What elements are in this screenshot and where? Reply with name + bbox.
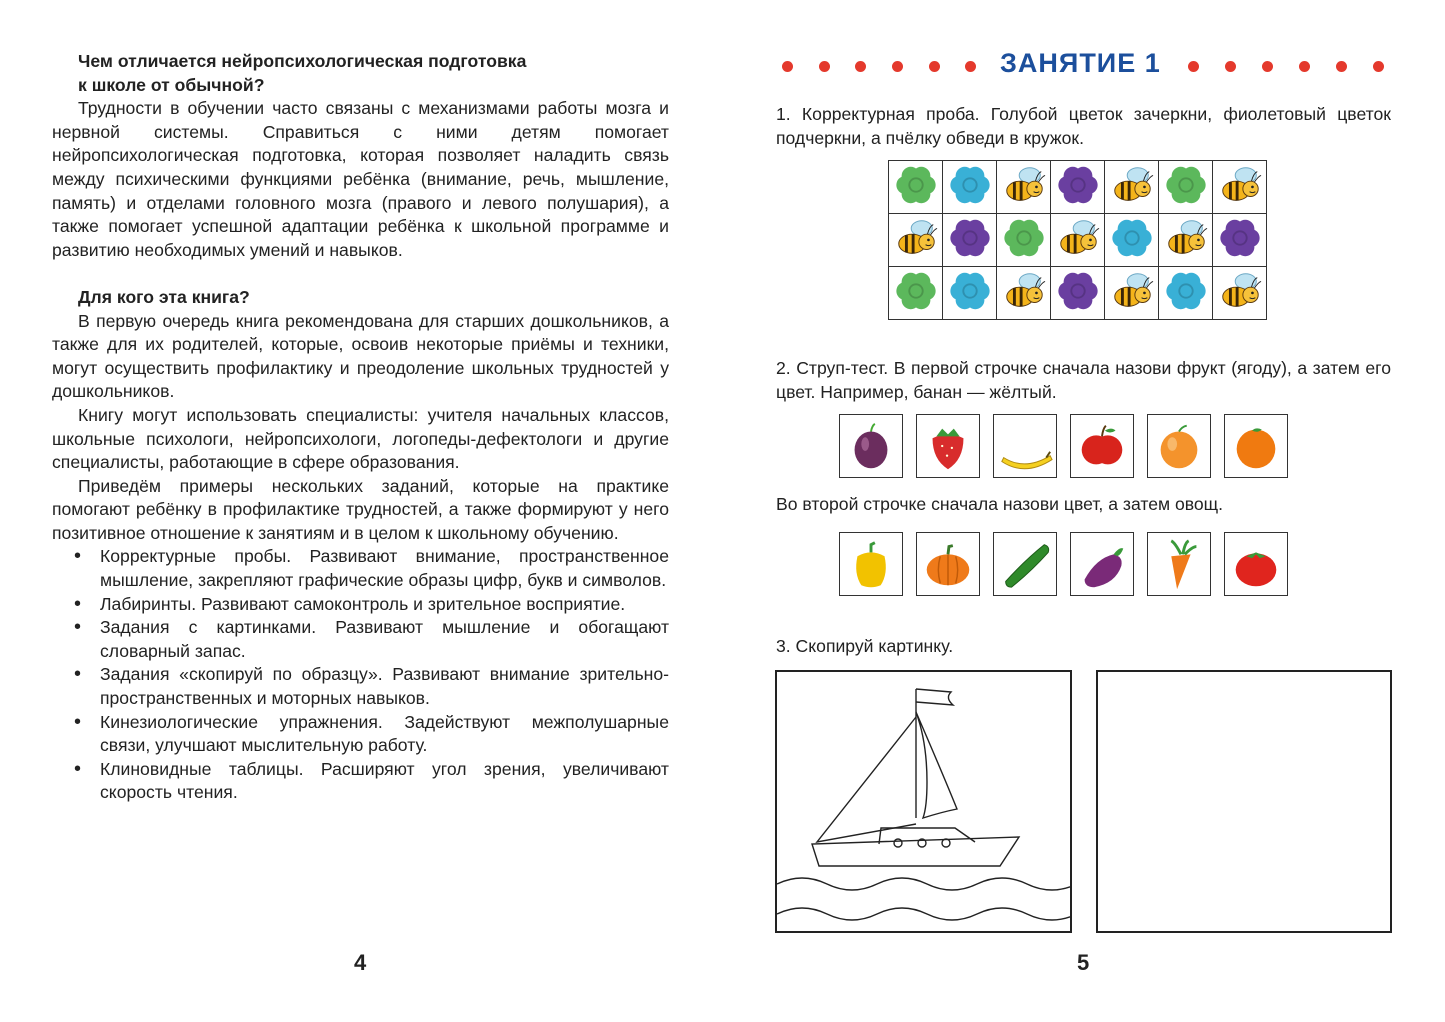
apricot-icon (1147, 414, 1211, 478)
banana-icon (993, 414, 1057, 478)
carrot-icon (1147, 532, 1211, 596)
task1-text: 1. Корректурная проба. Голубой цветок зачеркни, фиолетовый цветок подчеркни, а пчёлку обведи в кружок. (776, 104, 1391, 148)
right-page (722, 0, 1445, 1022)
task2-text2: Во второй строчке сначала назови цвет, а затем овощ. (776, 494, 1224, 514)
section1-paragraph: Трудности в обучении часто связаны с механизмами работы мозга и нервной системы. Справиться с ними детям помогает нейропсихологическая подготовка, которая позволяет наладить связь между психическими функциями ребёнка (внимание, речь, мышление, память) и отделами головного мозга (правого и левого полушария), а также помогает успешной адаптации ребёнка к школьной программе и развитию необходимых умений и навыков. (52, 98, 669, 260)
flower-purple-icon[interactable] (943, 214, 997, 267)
section2-paragraph-3: Приведём примеры нескольких заданий, которые на практике помогают ребёнку в профилактике трудностей, а также формируют у него позитивное отношение к занятиям и в целом к школьному обучению. (52, 475, 669, 543)
flower-green-icon[interactable] (997, 214, 1051, 267)
bee-icon[interactable] (997, 161, 1051, 214)
page-number-left: 4 (354, 950, 367, 975)
decor-dot (1336, 61, 1347, 72)
grid-row (889, 161, 1267, 214)
decor-dot (819, 61, 830, 72)
grid-row (889, 214, 1267, 267)
decor-dot (1373, 61, 1384, 72)
list-item: • Лабиринты. Развивают самоконтроль и зрительное восприятие. (52, 593, 669, 617)
bee-icon[interactable] (1159, 214, 1213, 267)
list-item: • Задания с картинками. Развивают мышление и обогащают словарный запас. (52, 616, 669, 663)
lesson-title: ЗАНЯТИЕ 1 (1000, 48, 1161, 78)
pumpkin-icon (916, 532, 980, 596)
list-item: • Задания «скопируй по образцу». Развивают внимание зрительно-пространственных и моторных навыков. (52, 663, 669, 710)
benefits-list (52, 545, 669, 805)
orange-icon (1224, 414, 1288, 478)
decor-dot (782, 61, 793, 72)
decor-dot (1262, 61, 1273, 72)
decor-dot (1225, 61, 1236, 72)
lesson-title-row (722, 48, 1445, 84)
left-text-column (52, 50, 669, 805)
cucumber-icon (993, 532, 1057, 596)
flower-purple-icon[interactable] (1213, 214, 1267, 267)
flower-purple-icon[interactable] (1051, 267, 1105, 320)
list-item: • Корректурные пробы. Развивают внимание, пространственное мышление, закрепляют графические образы цифр, букв и символов. (52, 545, 669, 592)
section2-paragraph-2: Книгу могут использовать специалисты: учителя начальных классов, школьные психологи, нейропсихологи, логопеды-дефектологи и другие специалисты, работающие в сфере образования. (52, 404, 669, 473)
bell-pepper-icon (839, 532, 903, 596)
flower-green-icon[interactable] (889, 267, 943, 320)
bee-icon[interactable] (889, 214, 943, 267)
decor-dot (855, 61, 866, 72)
flower-green-icon[interactable] (889, 161, 943, 214)
section1-heading-line1: Чем отличается нейропсихологическая подготовка (78, 51, 527, 71)
decor-dot (892, 61, 903, 72)
flower-blue-icon[interactable] (1159, 267, 1213, 320)
task2-text: 2. Струп-тест. В первой строчке сначала назови фрукт (ягоду), а затем его цвет. Например, банан — жёлтый. (776, 358, 1391, 402)
plum-icon (839, 414, 903, 478)
strawberry-icon (916, 414, 980, 478)
bee-icon[interactable] (1105, 267, 1159, 320)
left-page (0, 0, 722, 1022)
bee-icon[interactable] (1213, 161, 1267, 214)
sample-picture-box (775, 670, 1072, 933)
page-number-right: 5 (1077, 950, 1090, 975)
eggplant-icon (1070, 532, 1134, 596)
decor-dot (965, 61, 976, 72)
section1-heading-line2: к школе от обычной? (78, 74, 265, 95)
decor-dot (1188, 61, 1199, 72)
flower-purple-icon[interactable] (1051, 161, 1105, 214)
section2-heading: Для кого эта книга? (78, 286, 250, 307)
copy-drawing-area[interactable] (1096, 670, 1392, 933)
bee-icon[interactable] (1213, 267, 1267, 320)
bee-icon[interactable] (1105, 161, 1159, 214)
apple-icon (1070, 414, 1134, 478)
sailboat-icon (777, 672, 1070, 931)
flower-green-icon[interactable] (1159, 161, 1213, 214)
tomato-icon (1224, 532, 1288, 596)
bee-icon[interactable] (1051, 214, 1105, 267)
flower-blue-icon[interactable] (943, 161, 997, 214)
grid-row (889, 267, 1267, 320)
task3-text: 3. Скопируй картинку. (776, 636, 954, 656)
proofreading-grid (888, 160, 1267, 320)
decor-dot (1299, 61, 1310, 72)
decor-dot (929, 61, 940, 72)
list-item: • Клиновидные таблицы. Расширяют угол зрения, увеличивают скорость чтения. (52, 758, 669, 805)
section2-paragraph-1: В первую очередь книга рекомендована для старших дошкольников, а также для их родителей, которые, освоив некоторые приёмы и техники, могут осуществить профилактику и преодоление школьных трудностей у дошкольников. (52, 310, 669, 402)
flower-blue-icon[interactable] (1105, 214, 1159, 267)
list-item: • Кинезиологические упражнения. Задействуют межполушарные связи, улучшают мыслительную работу. (52, 711, 669, 758)
bee-icon[interactable] (997, 267, 1051, 320)
flower-blue-icon[interactable] (943, 267, 997, 320)
